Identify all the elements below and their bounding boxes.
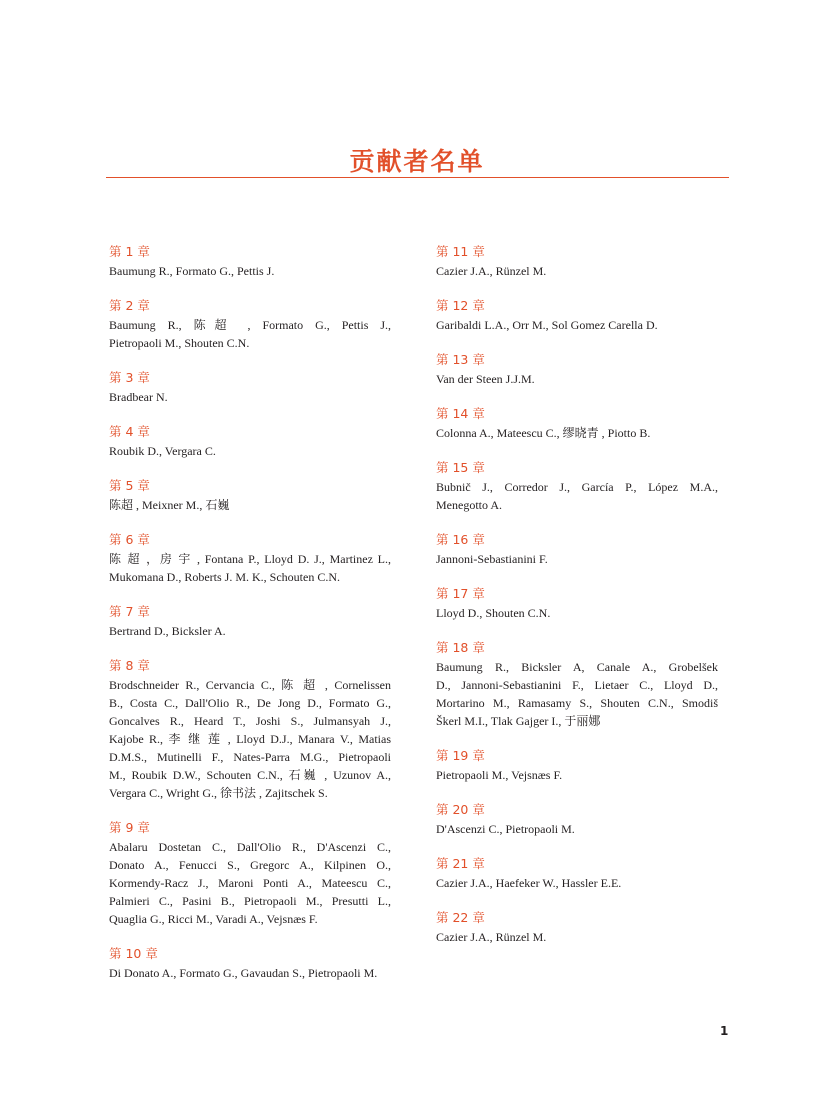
chapter-heading: 第 11 章 (436, 244, 485, 259)
chapter-authors (109, 964, 391, 982)
author-line: Van der Steen J.J.M. (436, 372, 535, 386)
chapter-authors (436, 370, 718, 388)
author-line: Pietropaoli M., Vejsnæs F. (436, 768, 563, 782)
chapter-heading: 第 12 章 (436, 298, 485, 313)
left-column (109, 244, 391, 1000)
chapter-heading: 第 17 章 (436, 586, 485, 601)
author-line: Roubik D., Vergara C. (109, 444, 216, 458)
author-line: Menegotto A. (436, 498, 502, 512)
chapter-authors (436, 874, 718, 892)
chapter-entry (436, 748, 718, 784)
author-line: Quaglia G., Ricci M., Varadi A., Vejsnæs F. (109, 912, 318, 926)
author-line: Cazier J.A., Haefeker W., Hassler E.E. (436, 876, 622, 890)
author-line: D'Ascenzi C., Pietropaoli M. (436, 822, 575, 836)
chapter-heading: 第 6 章 (109, 532, 150, 547)
author-line: Goncalves R., Heard T., Joshi S., Julmansyah J., (109, 714, 391, 728)
chapter-authors (436, 262, 718, 280)
chapter-entry (436, 856, 718, 892)
author-line: D., Jannoni-Sebastianini F., Lietaer C., Lloyd D., (436, 678, 718, 692)
chapter-entry (436, 352, 718, 388)
chapter-entry (109, 604, 391, 640)
author-line: Bradbear N. (109, 390, 168, 404)
page-title: 贡献者名单 (349, 147, 485, 176)
chapter-heading: 第 20 章 (436, 802, 485, 817)
chapter-heading: 第 13 章 (436, 352, 485, 367)
chapter-entry (436, 298, 718, 334)
title-divider (106, 177, 729, 178)
chapter-heading: 第 3 章 (109, 370, 150, 385)
author-line: Donato A., Fenucci S., Gregorc A., Kilpinen O., (109, 858, 391, 872)
chapter-entry (109, 298, 391, 352)
author-line: Abalaru Dostetan C., Dall'Olio R., D'Ascenzi C., (109, 840, 391, 854)
chapter-entry (436, 640, 718, 730)
chapter-authors (436, 424, 718, 442)
chapter-heading: 第 18 章 (436, 640, 485, 655)
chapter-entry (436, 910, 718, 946)
author-line: 陈 超 ，房 宇 , Fontana P., Lloyd D. J., Martinez L., (109, 552, 391, 566)
chapter-authors (109, 262, 391, 280)
chapter-heading: 第 9 章 (109, 820, 150, 835)
chapter-authors (109, 550, 391, 586)
chapter-authors (436, 478, 718, 514)
chapter-authors (436, 820, 718, 838)
chapter-authors (109, 496, 391, 514)
author-line: Mortarino M., Ramasamy S., Shouten C.N., Smodiš (436, 696, 718, 710)
author-line: Škerl M.I., Tlak Gajger I., 于丽娜 (436, 714, 601, 728)
chapter-entry (436, 406, 718, 442)
chapter-entry (436, 460, 718, 514)
chapter-entry (109, 478, 391, 514)
author-line: Vergara C., Wright G., 徐书法 , Zajitschek S. (109, 786, 328, 800)
chapter-heading: 第 15 章 (436, 460, 485, 475)
chapter-entry (436, 802, 718, 838)
author-line: Jannoni-Sebastianini F. (436, 552, 548, 566)
chapter-entry (109, 424, 391, 460)
author-line: Cazier J.A., Rünzel M. (436, 930, 547, 944)
chapter-authors (436, 604, 718, 622)
author-line: Garibaldi L.A., Orr M., Sol Gomez Carella D. (436, 318, 658, 332)
chapter-entry (436, 532, 718, 568)
chapter-heading: 第 14 章 (436, 406, 485, 421)
chapter-entry (109, 244, 391, 280)
author-line: D.M.S., Mutinelli F., Nates-Parra M.G., Pietropaoli (109, 750, 391, 764)
chapter-heading: 第 22 章 (436, 910, 485, 925)
chapter-heading: 第 2 章 (109, 298, 150, 313)
page-number: 1 (720, 1024, 729, 1038)
chapter-entry (109, 658, 391, 802)
chapter-entry (109, 370, 391, 406)
author-line: Brodschneider R., Cervancia C., 陈 超 , Cornelissen (109, 678, 391, 692)
chapter-heading: 第 8 章 (109, 658, 150, 673)
chapter-heading: 第 4 章 (109, 424, 150, 439)
author-line: Di Donato A., Formato G., Gavaudan S., Pietropaoli M. (109, 966, 378, 980)
author-line: Cazier J.A., Rünzel M. (436, 264, 547, 278)
chapter-entry (436, 244, 718, 280)
chapter-authors (109, 838, 391, 928)
author-line: Mukomana D., Roberts J. M. K., Schouten C.N. (109, 570, 340, 584)
chapter-authors (436, 928, 718, 946)
author-line: Baumung R., 陈超 , Formato G., Pettis J., (109, 318, 391, 332)
chapter-authors (436, 766, 718, 784)
chapter-authors (109, 388, 391, 406)
chapter-heading: 第 16 章 (436, 532, 485, 547)
chapter-authors (109, 676, 391, 802)
chapter-heading: 第 19 章 (436, 748, 485, 763)
chapter-heading: 第 7 章 (109, 604, 150, 619)
author-line: Palmieri C., Pasini B., Pietropaoli M., Presutti L., (109, 894, 391, 908)
author-line: Kajobe R., 李 继 莲 , Lloyd D.J., Manara V., Matias (109, 732, 391, 746)
author-line: Colonna A., Mateescu C., 缪晓青 , Piotto B. (436, 426, 651, 440)
author-line: M., Roubik D.W., Schouten C.N., 石巍 , Uzunov A., (109, 768, 391, 782)
chapter-authors (109, 316, 391, 352)
chapter-heading: 第 5 章 (109, 478, 150, 493)
author-line: Pietropaoli M., Shouten C.N. (109, 336, 250, 350)
author-line: Bubnič J., Corredor J., García P., López M.A., (436, 480, 718, 494)
chapter-authors (109, 622, 391, 640)
chapter-entry (436, 586, 718, 622)
chapter-heading: 第 10 章 (109, 946, 158, 961)
author-line: 陈超 , Meixner M., 石巍 (109, 498, 230, 512)
right-column (436, 244, 718, 964)
author-line: Baumung R., Bicksler A, Canale A., Grobelšek (436, 660, 718, 674)
author-line: B., Costa C., Dall'Olio R., De Jong D., Formato G., (109, 696, 391, 710)
chapter-heading: 第 1 章 (109, 244, 150, 259)
author-line: Bertrand D., Bicksler A. (109, 624, 226, 638)
author-line: Kormendy-Racz J., Maroni Ponti A., Mateescu C., (109, 876, 391, 890)
chapter-entry (109, 532, 391, 586)
chapter-authors (109, 442, 391, 460)
chapter-heading: 第 21 章 (436, 856, 485, 871)
chapter-authors (436, 550, 718, 568)
chapter-authors (436, 658, 718, 730)
author-line: Baumung R., Formato G., Pettis J. (109, 264, 275, 278)
chapter-authors (436, 316, 718, 334)
chapter-entry (109, 820, 391, 928)
chapter-entry (109, 946, 391, 982)
author-line: Lloyd D., Shouten C.N. (436, 606, 551, 620)
